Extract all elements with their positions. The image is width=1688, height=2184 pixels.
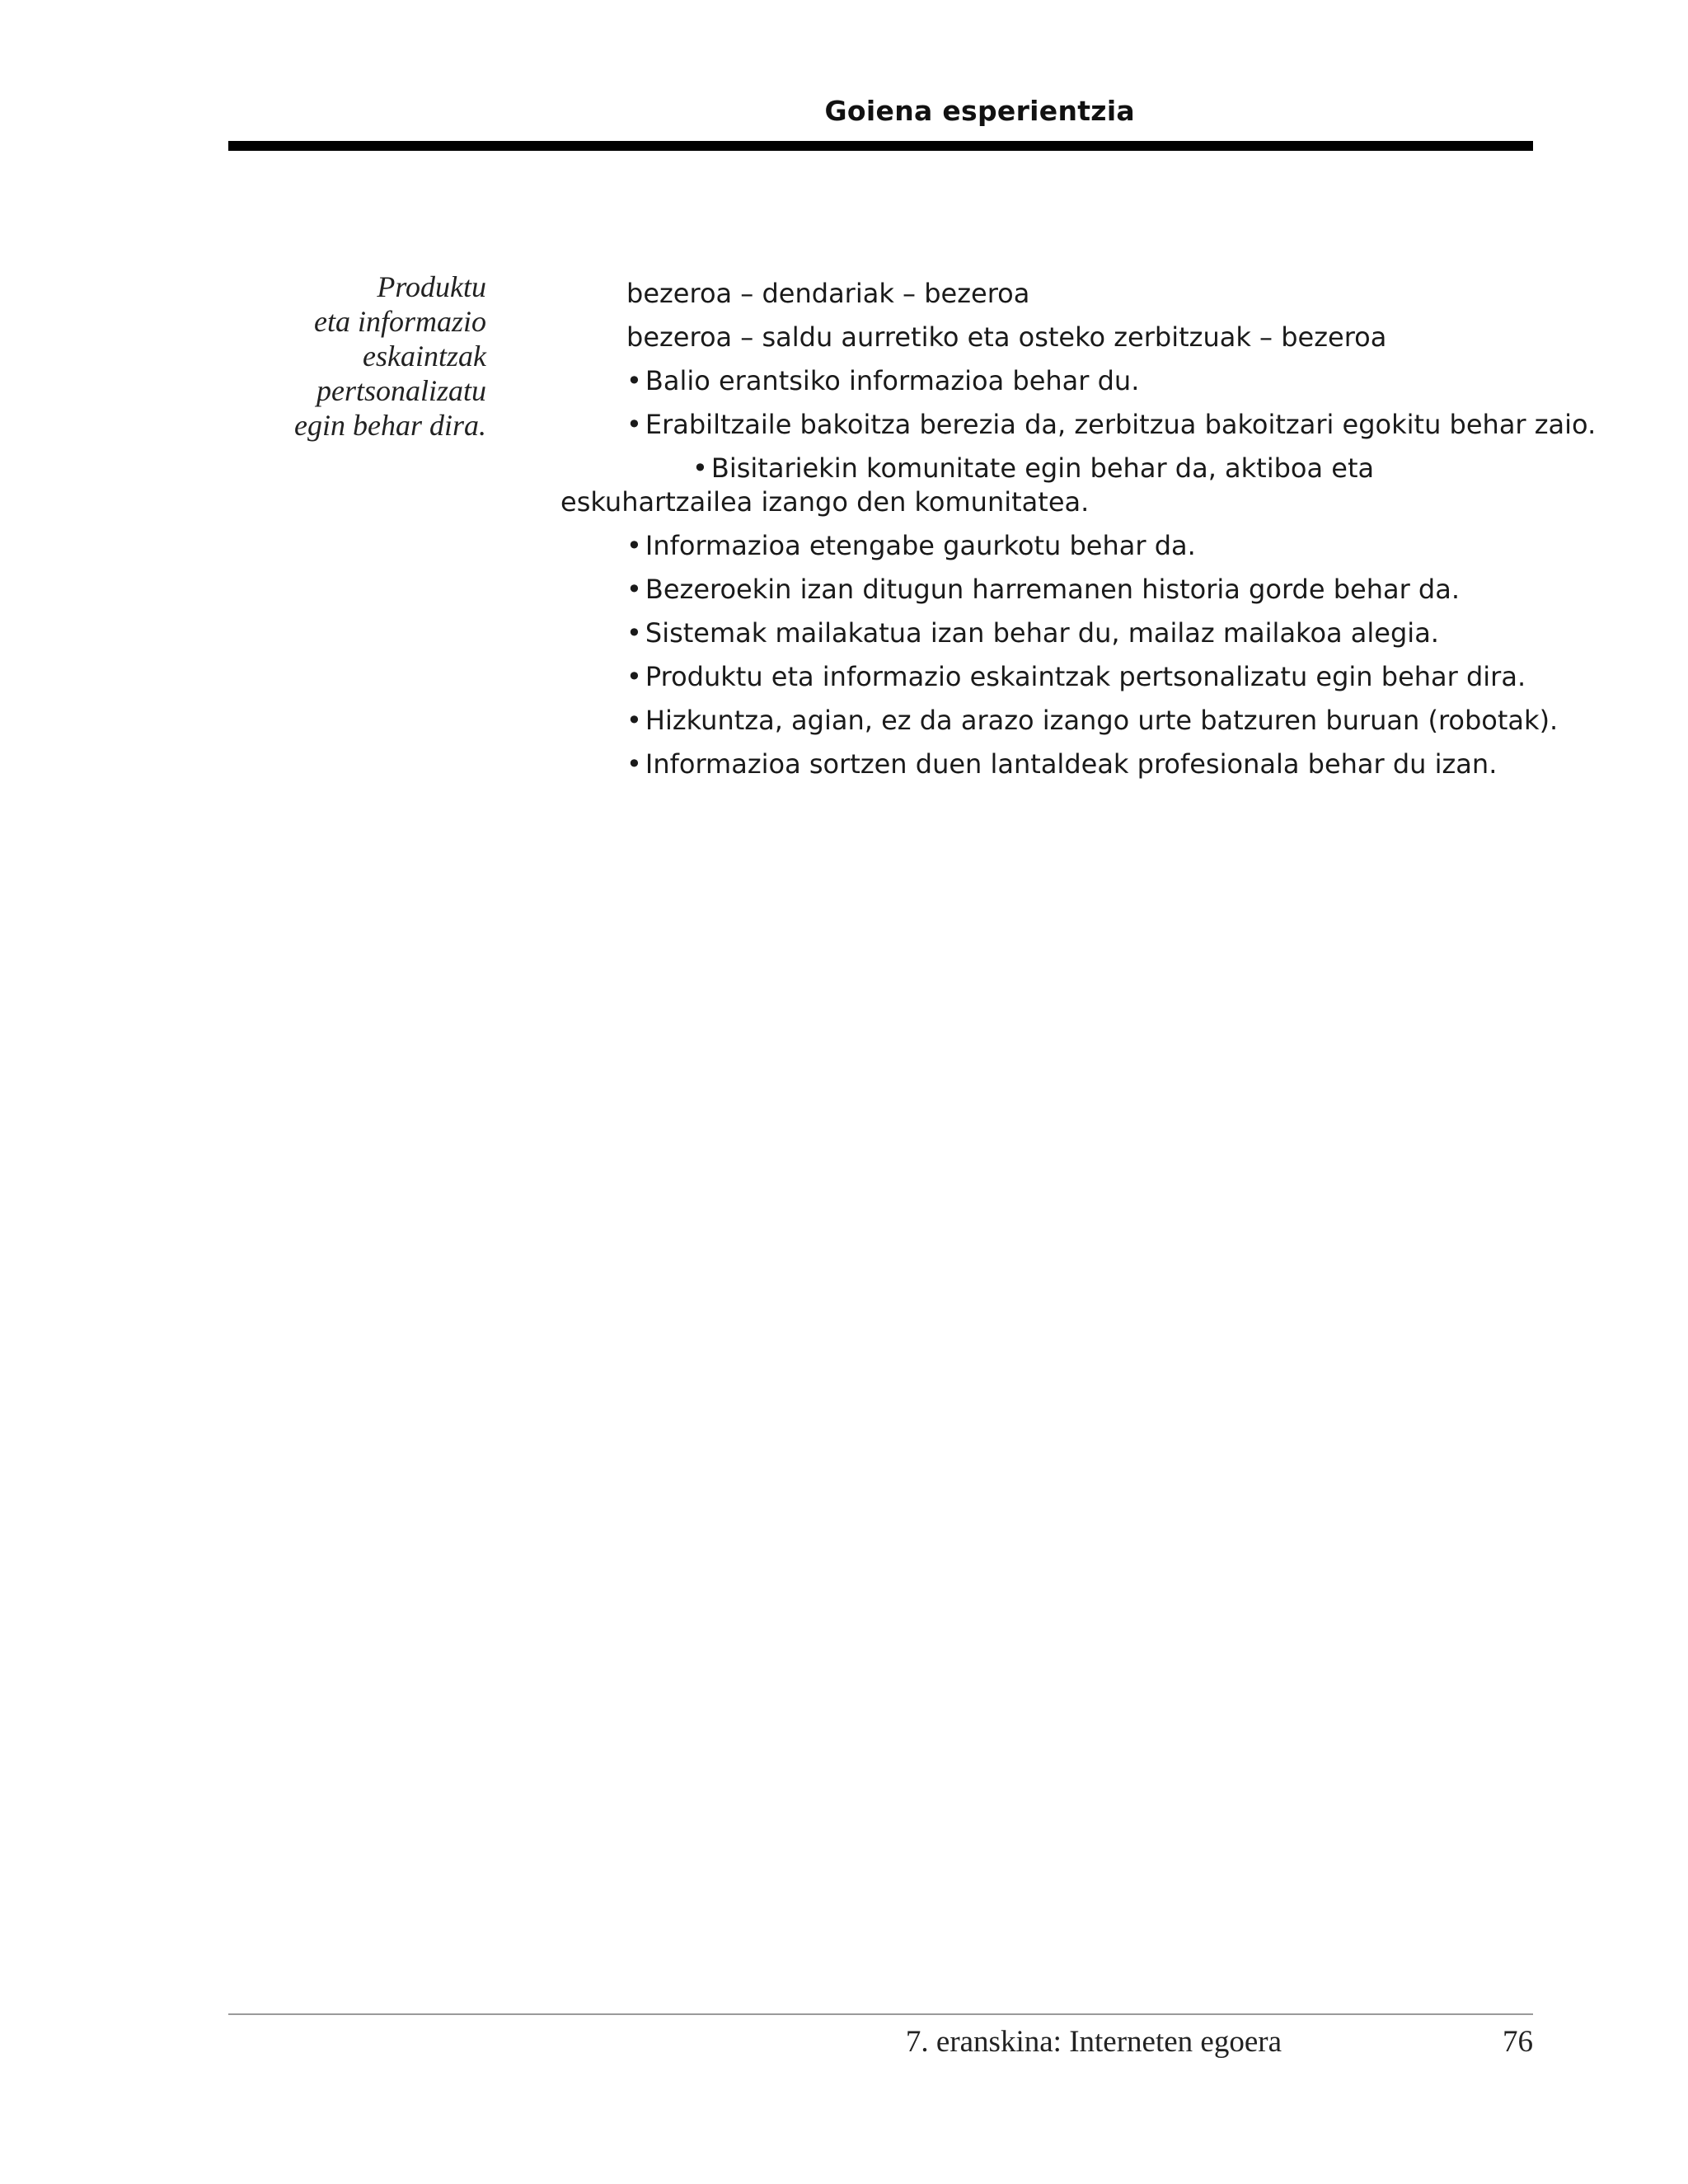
- bullet-item: [560, 447, 1517, 524]
- bullet-item: [560, 699, 1559, 743]
- bullet-item: [560, 359, 1550, 403]
- bullet-text: Bisitariekin komunitate egin behar da, aktiboa eta eskuhartzailea izango den komunitatea.: [560, 452, 1375, 518]
- bullet-icon: •: [626, 748, 642, 780]
- footer-rule: [228, 2013, 1533, 2015]
- bullet-text: Produktu eta informazio eskaintzak pertsonalizatu egin behar dira.: [645, 661, 1526, 692]
- pull-quote-line: eskaintzak: [363, 340, 486, 373]
- bullet-icon: •: [626, 365, 642, 396]
- bullet-text: Hizkuntza, agian, ez da arazo izango urte batzuren buruan (robotak).: [645, 705, 1559, 736]
- running-header-title: Goiena esperientzia: [824, 95, 1135, 127]
- flow-line: bezeroa – dendariak – bezeroa: [626, 278, 1030, 309]
- bullet-item: [560, 403, 1597, 447]
- page-number: 76: [1503, 2025, 1533, 2059]
- bullet-icon: •: [692, 452, 708, 484]
- flow-line: bezeroa – saldu aurretiko eta osteko zerbitzuak – bezeroa: [626, 321, 1387, 353]
- pull-quote-line: pertsonalizatu: [316, 374, 486, 407]
- body-text: [560, 272, 1597, 786]
- pull-quote-line: egin behar dira.: [294, 409, 486, 442]
- bullet-item: [560, 568, 1550, 612]
- bullet-text: Sistemak mailakatua izan behar du, mailaz mailakoa alegia.: [645, 617, 1439, 649]
- bullet-text: Informazioa etengabe gaurkotu behar da.: [645, 530, 1196, 561]
- footer-chapter-title: 7. eranskina: Interneten egoera: [905, 2025, 1282, 2059]
- bullet-item: [560, 524, 1550, 568]
- bullet-text: Informazioa sortzen duen lantaldeak profesionala behar du izan.: [645, 748, 1498, 780]
- bullet-icon: •: [626, 409, 642, 440]
- bullet-icon: •: [626, 661, 642, 692]
- pull-quote-line: eta informazio: [313, 305, 486, 338]
- bullet-icon: •: [626, 705, 642, 736]
- bullet-icon: •: [626, 574, 642, 605]
- bullet-item: [560, 743, 1550, 786]
- bullet-icon: •: [626, 617, 642, 649]
- bullet-text: Balio erantsiko informazioa behar du.: [645, 365, 1140, 396]
- bullet-text: Bezeroekin izan ditugun harremanen historia gorde behar da.: [645, 574, 1461, 605]
- pull-quote-line: Produktu: [377, 270, 486, 303]
- bullet-text: Erabiltzaile bakoitza berezia da, zerbitzua bakoitzari egokitu behar zaio.: [645, 409, 1597, 440]
- header-rule: [228, 141, 1533, 151]
- bullet-item: [560, 655, 1550, 699]
- bullet-icon: •: [626, 530, 642, 561]
- bullet-item: [560, 612, 1550, 655]
- margin-pull-quote: [214, 269, 486, 443]
